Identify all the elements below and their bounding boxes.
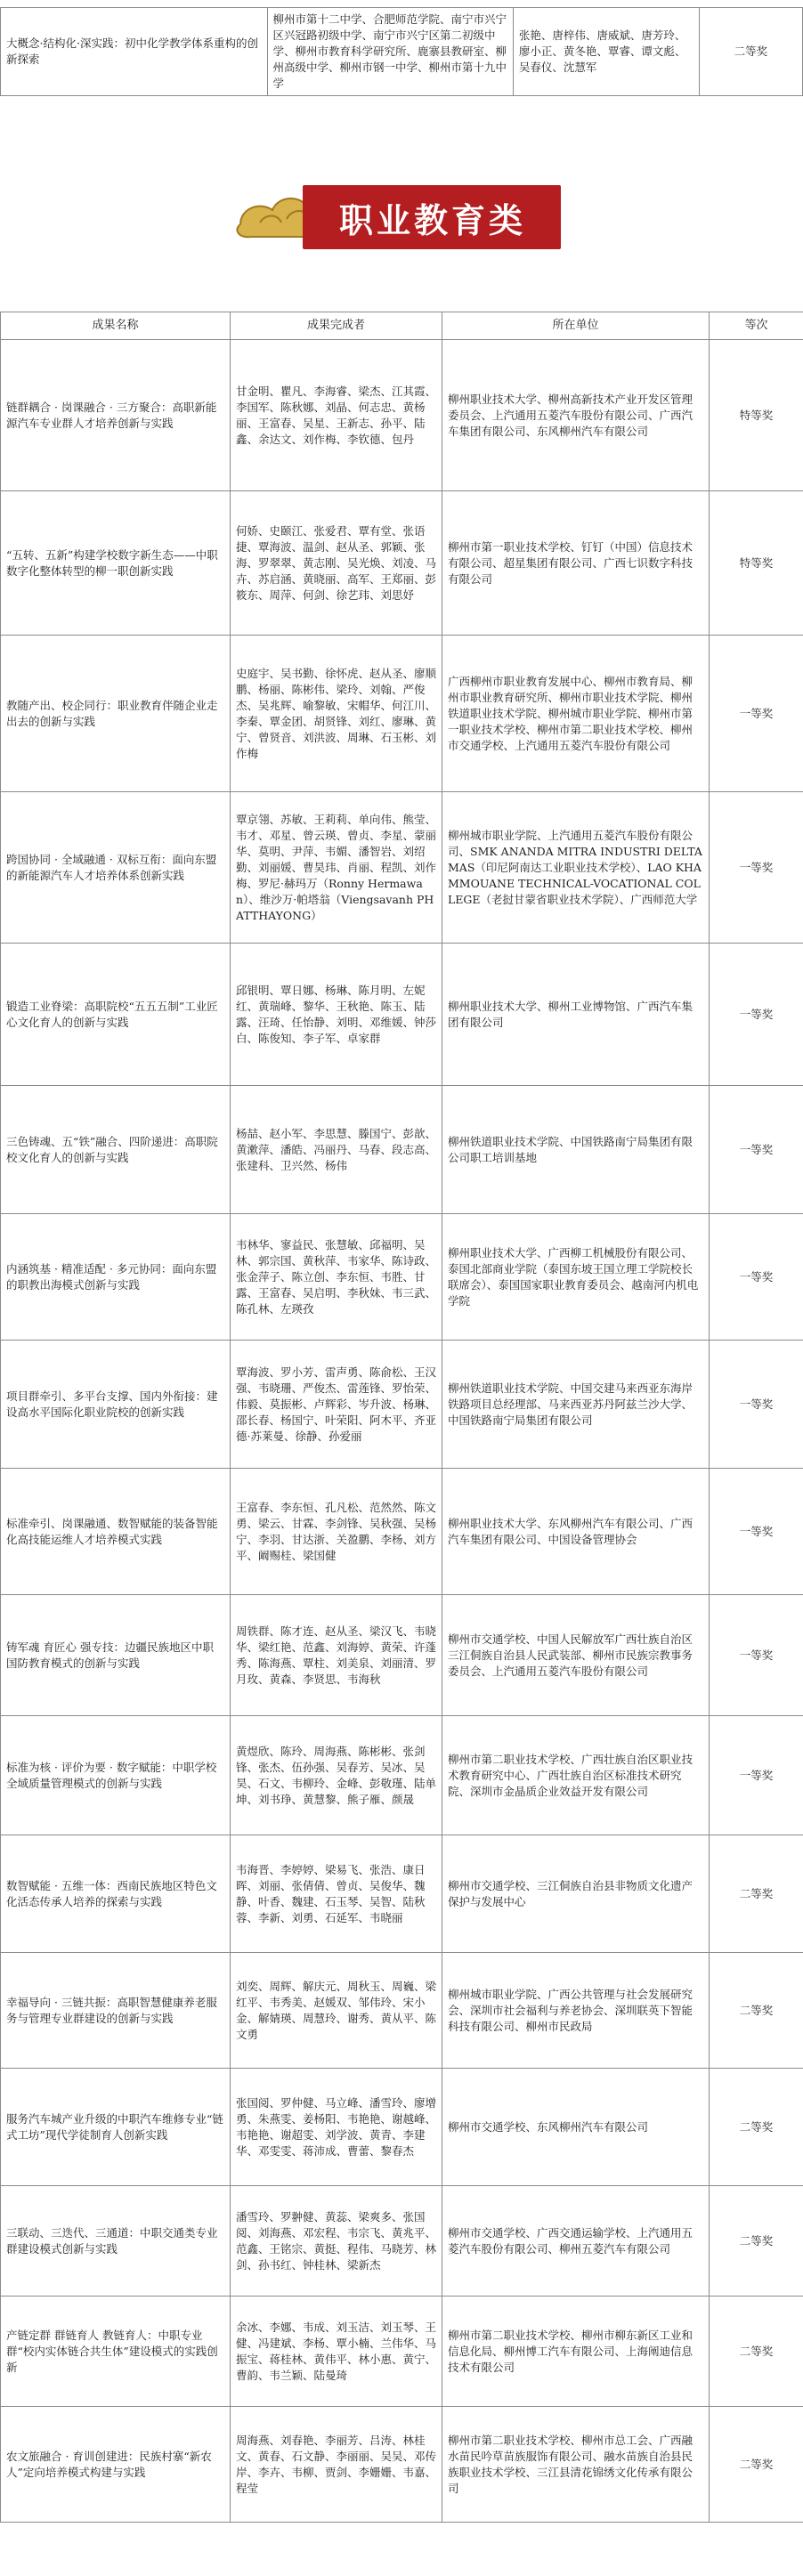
- achievement-name: 铸军魂 育匠心 强专技：边疆民族地区中职国防教育模式的创新与实践: [1, 1595, 231, 1716]
- rank: 一等奖: [710, 1595, 803, 1716]
- achievement-name: 标准为核 · 评价为要 · 数字赋能：中职学校全域质量管理模式的创新与实践: [1, 1716, 231, 1835]
- completers: 覃海波、罗小芳、雷声勇、陈俞松、王汉强、韦晓珊、严俊杰、雷莲锋、罗怡荣、伟毅、莫振彬、卢辉彩、岑升波、杨琳、邵长春、杨国宁、叶荣阳、阿木平、齐亚德·苏莱曼、徐静、孙爱丽: [231, 1341, 442, 1469]
- completers: 周海燕、刘春艳、李丽芳、吕涛、林桂文、黄春、石文静、李丽丽、吴吴、邓传岸、李卉、韦柳、贾剑、李姗姗、韦嘉、程莹: [231, 2407, 442, 2523]
- rank: 一等奖: [710, 1086, 803, 1214]
- completers: 覃京翎、苏敏、王莉莉、单向伟、熊莹、韦才、邓星、曾云瑛、曾贞、李星、蒙丽华、莫明、尹萍、韦媚、潘智岩、刘绍勤、刘丽媛、曹昊玮、肖丽、程凯、刘作梅、罗尼·赫玛万（Ronny Hermawan）、维沙万·帕塔翁（Viengsavanh PHATTHAYONG）: [231, 792, 442, 944]
- unit: 张艳、唐梓伟、唐威斌、唐芳玲、廖小正、黄冬艳、覃睿、谭文彪、吴春仪、沈慧军: [513, 8, 699, 96]
- header-completers: 成果完成者: [231, 312, 442, 340]
- table-row: [1, 792, 803, 944]
- completers: 何娇、史颐江、张爱君、覃有堂、张语捷、覃海波、温剑、赵从圣、郭颖、张海、罗翠翠、黄志刚、吴光焕、刘凌、马卉、苏启涵、黄晓丽、高军、王郑丽、彭筱东、周萍、何剑、徐艺玮、刘思妤: [231, 491, 442, 636]
- unit: 柳州市第二职业技术学校、柳州市总工会、广西融水苗民吟草苗族服饰有限公司、融水苗族自治县民族职业技术学校、三江县清花锦绣文化传承有限公司: [442, 2407, 710, 2523]
- rank: 特等奖: [710, 340, 803, 491]
- table-row: [1, 2069, 803, 2186]
- table-header-row: [1, 312, 803, 340]
- achievement-name: 产链定群 群链育人 教链育人：中职专业群“校内实体链合共生体”建设模式的实践创新: [1, 2297, 231, 2407]
- achievement-name: 跨国协同 · 全域融通 · 双标互衔：面向东盟的新能源汽车人才培养体系创新实践: [1, 792, 231, 944]
- completers: 邱银明、覃日娜、杨琳、陈月明、左妮红、黄瑞峰、黎华、王秋艳、陈玉、陆露、汪琦、任怡静、刘明、邓维媛、钟莎白、陈俊知、李子军、卓家群: [231, 944, 442, 1086]
- achievement-name: 幸福导向 · 三链共振：高职智慧健康养老服务与管理专业群建设的创新与实践: [1, 1953, 231, 2069]
- achievement-name: 锻造工业脊梁：高职院校“五五五制”工业匠心文化育人的创新与实践: [1, 944, 231, 1086]
- completers: 张国阅、罗仲健、马立峰、潘雪玲、廖增勇、朱燕雯、姜杨阳、韦艳艳、谢越峰、韦艳艳、谢超雯、刘学波、黄青、李建华、邓雯雯、蒋沛成、曹蕾、黎春杰: [231, 2069, 442, 2186]
- rank: 二等奖: [710, 1953, 803, 2069]
- table-row: [1, 340, 803, 491]
- rank: 二等奖: [710, 1835, 803, 1953]
- achievement-name: 教随产出、校企同行：职业教育伴随企业走出去的创新与实践: [1, 636, 231, 792]
- unit: 柳州市交通学校、中国人民解放军广西壮族自治区三江侗族自治县人民武装部、柳州市民族宗教事务委员会、上汽通用五菱汽车股份有限公司: [442, 1595, 710, 1716]
- achievement-name: 数智赋能 · 五维一体：西南民族地区特色文化活态传承人培养的探索与实践: [1, 1835, 231, 1953]
- header-achievement-name: 成果名称: [1, 312, 231, 340]
- table-row: [1, 1835, 803, 1953]
- table-row: [1, 8, 803, 96]
- rank: 一等奖: [710, 792, 803, 944]
- rank: 二等奖: [710, 2407, 803, 2523]
- rank: 二等奖: [699, 8, 802, 96]
- unit: 柳州铁道职业技术学院、中国交建马来西亚东海岸铁路项目总经理部、马来西亚苏丹阿兹兰沙大学、中国铁路南宁局集团有限公司: [442, 1341, 710, 1469]
- table-row: [1, 1716, 803, 1835]
- header-rank: 等次: [710, 312, 803, 340]
- table-row: [1, 1086, 803, 1214]
- unit: 柳州城市职业学院、上汽通用五菱汽车股份有限公司、SMK ANANDA MITRA INDUSTRI DELTAMAS（印尼阿南达工业职业技术学校）、LAO KHAMMOUANE TECHNICAL-VOCATIONAL COLLEGE（老挝甘蒙省职业技术学院）、广西师范大学: [442, 792, 710, 944]
- achievement-name: 三色铸魂、五“铁”融合、四阶递进：高职院校文化育人的创新与实践: [1, 1086, 231, 1214]
- achievement-name: 标准牵引、岗课融通、数智赋能的装备智能化高技能运维人才培养模式实践: [1, 1469, 231, 1595]
- unit: 柳州职业技术大学、广西柳工机械股份有限公司、泰国北部商业学院（泰国东坡王国立理工学院校长联席会）、泰国国家职业教育委员会、越南河内机电学院: [442, 1214, 710, 1341]
- section-banner: [233, 176, 570, 256]
- rank: 一等奖: [710, 636, 803, 792]
- rank: 二等奖: [710, 2186, 803, 2297]
- unit: 柳州职业技术大学、东风柳州汽车有限公司、广西汽车集团有限公司、中国设备管理协会: [442, 1469, 710, 1595]
- table-row: [1, 2407, 803, 2523]
- achievement-name: 项目群牵引、多平台支撑、国内外衔接：建设高水平国际化职业院校的创新实践: [1, 1341, 231, 1469]
- unit: 柳州职业技术大学、柳州工业博物馆、广西汽车集团有限公司: [442, 944, 710, 1086]
- completers: 刘奕、周辉、解庆元、周秋玉、周巍、梁红平、韦秀美、赵媛双、邹伟玲、宋小金、解婧瑛、周慧玲、谢秀、黄从平、陈文勇: [231, 1953, 442, 2069]
- unit: 柳州城市职业学院、广西公共管理与社会发展研究会、深圳市社会福利与养老协会、深圳联英下智能科技有限公司、柳州市民政局: [442, 1953, 710, 2069]
- unit: 柳州铁道职业技术学院、中国铁路南宁局集团有限公司职工培训基地: [442, 1086, 710, 1214]
- achievement-name: 农文旅融合 · 育训创建进：民族村寨“新农人”定向培养模式构建与实践: [1, 2407, 231, 2523]
- table-row: [1, 2186, 803, 2297]
- table-row: [1, 491, 803, 636]
- unit: 广西柳州市职业教育发展中心、柳州市教育局、柳州市职业教育研究所、柳州市职业技术学院、柳州铁道职业技术学院、柳州城市职业学院、柳州市第一职业技术学校、柳州市第二职业技术学校、柳州市交通学校、上汽通用五菱汽车股份有限公司: [442, 636, 710, 792]
- completers: 王富春、李东恒、孔凡松、范然然、陈文勇、梁云、甘霖、李剑锋、吴秋强、吴杨宁、李羽、甘达浙、关盈鹏、李杨、刘方平、阚赐桂、梁国健: [231, 1469, 442, 1595]
- rank: 一等奖: [710, 944, 803, 1086]
- completers: 周铁群、陈才连、赵从圣、梁汉飞、韦晓华、梁红艳、范鑫、刘海婷、黄荣、许蓬秀、陈海燕、覃柱、刘美泉、刘丽清、罗月玫、黄森、李贤思、韦海秋: [231, 1595, 442, 1716]
- completers: 韦海晋、李婷婷、梁易飞、张浩、康日晖、刘丽、张倩倩、曾贞、吴俊华、魏静、叶香、魏建、石玉琴、吴智、陆秋蓉、李新、刘勇、石延军、韦晓丽: [231, 1835, 442, 1953]
- rank: 特等奖: [710, 491, 803, 636]
- table-row: [1, 1341, 803, 1469]
- achievement-name: 链群耦合 · 岗课融合 · 三方聚合：高职新能源汽车专业群人才培养创新与实践: [1, 340, 231, 491]
- completers: 韦林华、寥益民、张慧敏、邱福明、吴林、郭宗国、黄秋萍、韦家华、陈诗政、张金萍子、陈立创、李东恒、韦胜、甘露、王富春、吴启明、李秋妹、韦三武、陈孔林、左瑛孜: [231, 1214, 442, 1341]
- unit: 柳州市第一职业技术学校、钉钉（中国）信息技术有限公司、超星集团有限公司、广西七识数字科技有限公司: [442, 491, 710, 636]
- unit: 柳州市交通学校、东风柳州汽车有限公司: [442, 2069, 710, 2186]
- completers: 甘金明、瞿凡、李海睿、梁杰、江其霞、李国军、陈秋娜、刘晶、何志忠、黄杨丽、王富春、吴星、王新志、孙平、陆鑫、余达文、刘作梅、李钦德、包丹: [231, 340, 442, 491]
- completers: 柳州市第十二中学、合肥师范学院、南宁市兴宁区兴冠路初级中学、南宁市兴宁区第二初级中学、柳州市教育科学研究所、鹿寨县教研室、柳州高级中学、柳州市钢一中学、柳州市第十九中学: [267, 8, 513, 96]
- completers: 杨喆、赵小军、李思慧、滕国宁、彭歆、黄漱萍、潘皓、冯丽丹、马春、段志高、张建科、卫兴然、杨伟: [231, 1086, 442, 1214]
- completers: 史庭宇、吴书勤、徐怀虎、赵从圣、廖顺鹏、杨丽、陈彬伟、梁玲、刘翰、严俊杰、吴兆辉、喻黎敏、宋帽华、何江川、李秦、覃金团、胡贤锋、刘红、廖琳、黄宁、曾贤音、刘洪波、周琳、石玉彬、刘作梅: [231, 636, 442, 792]
- table-row: [1, 636, 803, 792]
- header-unit: 所在单位: [442, 312, 710, 340]
- unit: 柳州市交通学校、广西交通运输学校、上汽通用五菱汽车股份有限公司、柳州五菱汽车有限公司: [442, 2186, 710, 2297]
- table-row: [1, 1214, 803, 1341]
- unit: 柳州市第二职业技术学校、柳州市柳东新区工业和信息化局、柳州博工汽车有限公司、上海阐迪信息技术有限公司: [442, 2297, 710, 2407]
- achievement-name: 三联动、三迭代、三通道：中职交通类专业群建设模式创新与实践: [1, 2186, 231, 2297]
- completers: 黄煜欣、陈玲、周海燕、陈彬彬、张剑锋、张杰、伍孙强、吴春芳、吴冰、吴昊、石文、韦柳玲、金峰、彭敬瑾、陆单坤、刘书琤、黄慧黎、熊子雁、颜晟: [231, 1716, 442, 1835]
- achievement-name: “五转、五新”构建学校数字新生态——中职数字化整体转型的柳一职创新实践: [1, 491, 231, 636]
- rank: 一等奖: [710, 1341, 803, 1469]
- previous-section-table: [0, 7, 803, 96]
- rank: 一等奖: [710, 1716, 803, 1835]
- table-row: [1, 1953, 803, 2069]
- table-row: [1, 1595, 803, 1716]
- unit: 柳州市交通学校、三江侗族自治县非物质文化遗产保护与发展中心: [442, 1835, 710, 1953]
- table-row: [1, 944, 803, 1086]
- rank: 一等奖: [710, 1469, 803, 1595]
- rank: 二等奖: [710, 2069, 803, 2186]
- rank: 一等奖: [710, 1214, 803, 1341]
- achievement-name: 内涵筑基 · 精准适配 · 多元协同：面向东盟的职教出海模式创新与实践: [1, 1214, 231, 1341]
- rank: 二等奖: [710, 2297, 803, 2407]
- unit: 柳州职业技术大学、柳州高新技术产业开发区管理委员会、上汽通用五菱汽车股份有限公司、广西汽车集团有限公司、东风柳州汽车有限公司: [442, 340, 710, 491]
- achievement-name: 大概念·结构化·深实践：初中化学教学体系重构的创新探索: [1, 8, 268, 96]
- achievement-name: 服务汽车城产业升级的中职汽车维修专业“链式工坊”现代学徒制育人创新实践: [1, 2069, 231, 2186]
- completers: 余冰、李娜、韦成、刘玉洁、刘玉琴、王健、冯建斌、李杨、覃小楠、兰伟华、马振宝、蒋桂林、黄伟平、林小惠、黄宁、曹韵、韦兰颖、陆曼琦: [231, 2297, 442, 2407]
- unit: 柳州市第二职业技术学校、广西壮族自治区职业技术教育研究中心、广西壮族自治区标准技术研究院、深圳市金晶质企业效益开发有限公司: [442, 1716, 710, 1835]
- completers: 潘雪玲、罗翀健、黄蕊、梁爽多、张国阅、刘海燕、邓宏程、韦宗飞、黄兆平、范鑫、王铭宗、黄挺、程伟、马晓芳、林剑、孙书红、钟桂林、梁新杰: [231, 2186, 442, 2297]
- section-title: 职业教育类: [338, 200, 526, 240]
- table-row: [1, 2297, 803, 2407]
- awards-table: [0, 312, 803, 2523]
- table-row: [1, 1469, 803, 1595]
